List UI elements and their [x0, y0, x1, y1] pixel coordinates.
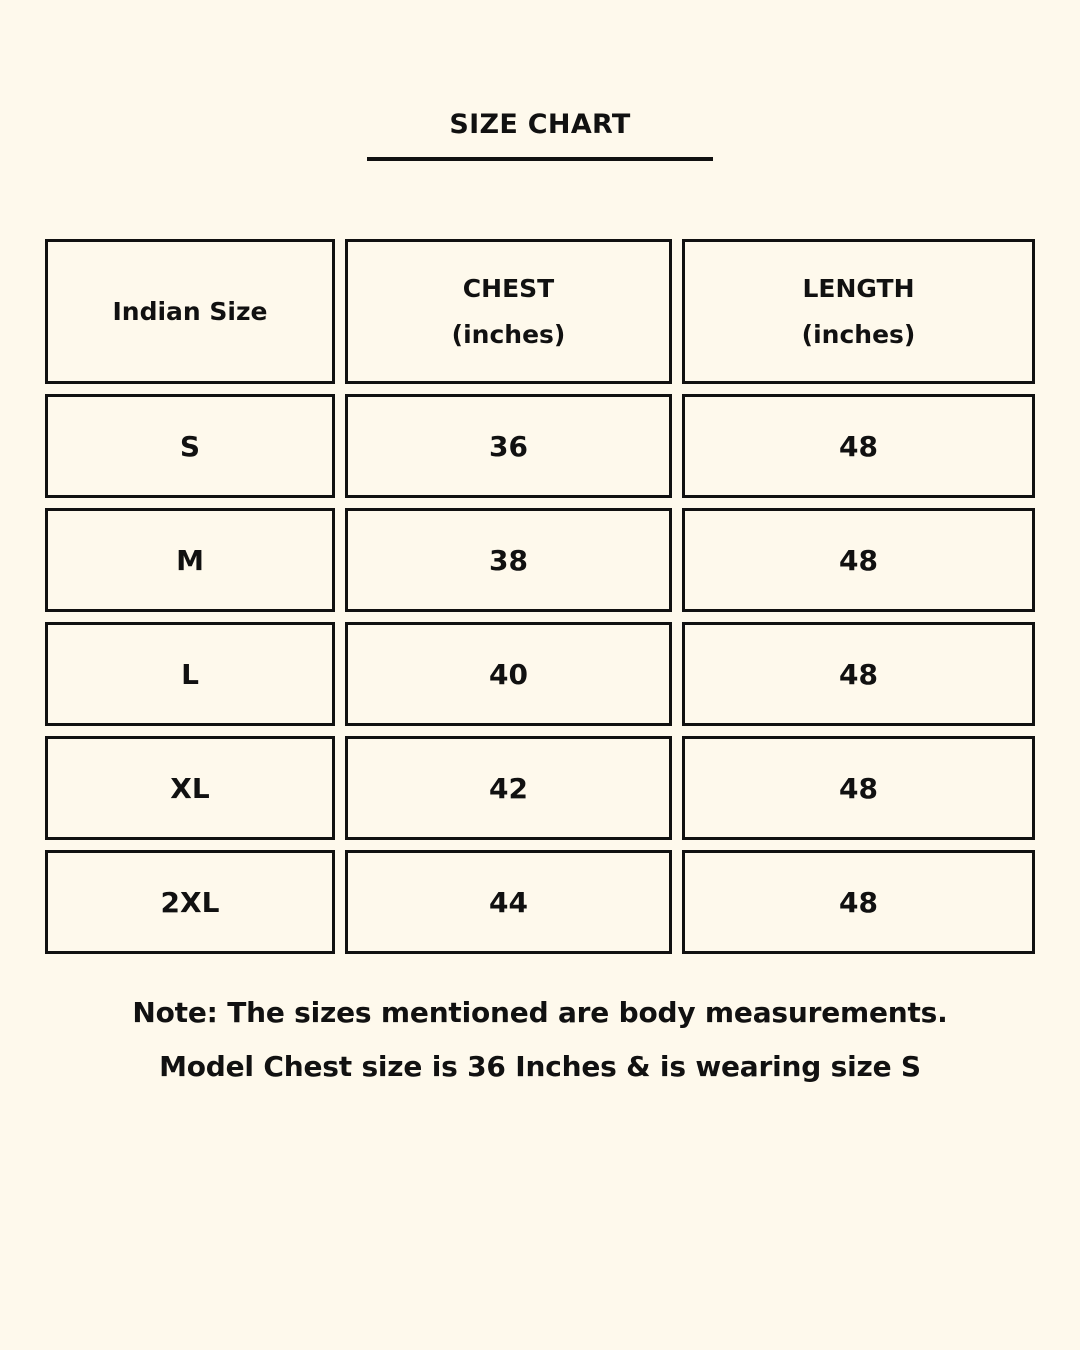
cell-size: M: [45, 508, 335, 612]
header-indian-size: [45, 239, 335, 384]
cell-chest: 38: [345, 508, 672, 612]
cell-size: XL: [45, 736, 335, 840]
cell-chest: 42: [345, 736, 672, 840]
cell-chest: 36: [345, 394, 672, 498]
cell-length: 48: [682, 622, 1035, 726]
title-underline: [367, 157, 713, 161]
header-label: Indian Size: [112, 296, 268, 326]
cell-size: L: [45, 622, 335, 726]
cell-length: 48: [682, 394, 1035, 498]
header-chest: [345, 239, 672, 384]
cell-length: 48: [682, 736, 1035, 840]
cell-size: 2XL: [45, 850, 335, 954]
header-unit: (inches): [801, 319, 916, 349]
note-body-measurements: Note: The sizes mentioned are body measurements.: [132, 996, 948, 1029]
header-label: CHEST: [462, 273, 555, 303]
cell-chest: 44: [345, 850, 672, 954]
header-label: LENGTH: [802, 273, 915, 303]
header-unit: (inches): [451, 319, 566, 349]
header-length: [682, 239, 1035, 384]
cell-size: S: [45, 394, 335, 498]
cell-length: 48: [682, 508, 1035, 612]
cell-length: 48: [682, 850, 1035, 954]
cell-chest: 40: [345, 622, 672, 726]
size-chart-title: SIZE CHART: [449, 109, 631, 140]
note-model-size: Model Chest size is 36 Inches & is wearing size S: [159, 1050, 921, 1083]
